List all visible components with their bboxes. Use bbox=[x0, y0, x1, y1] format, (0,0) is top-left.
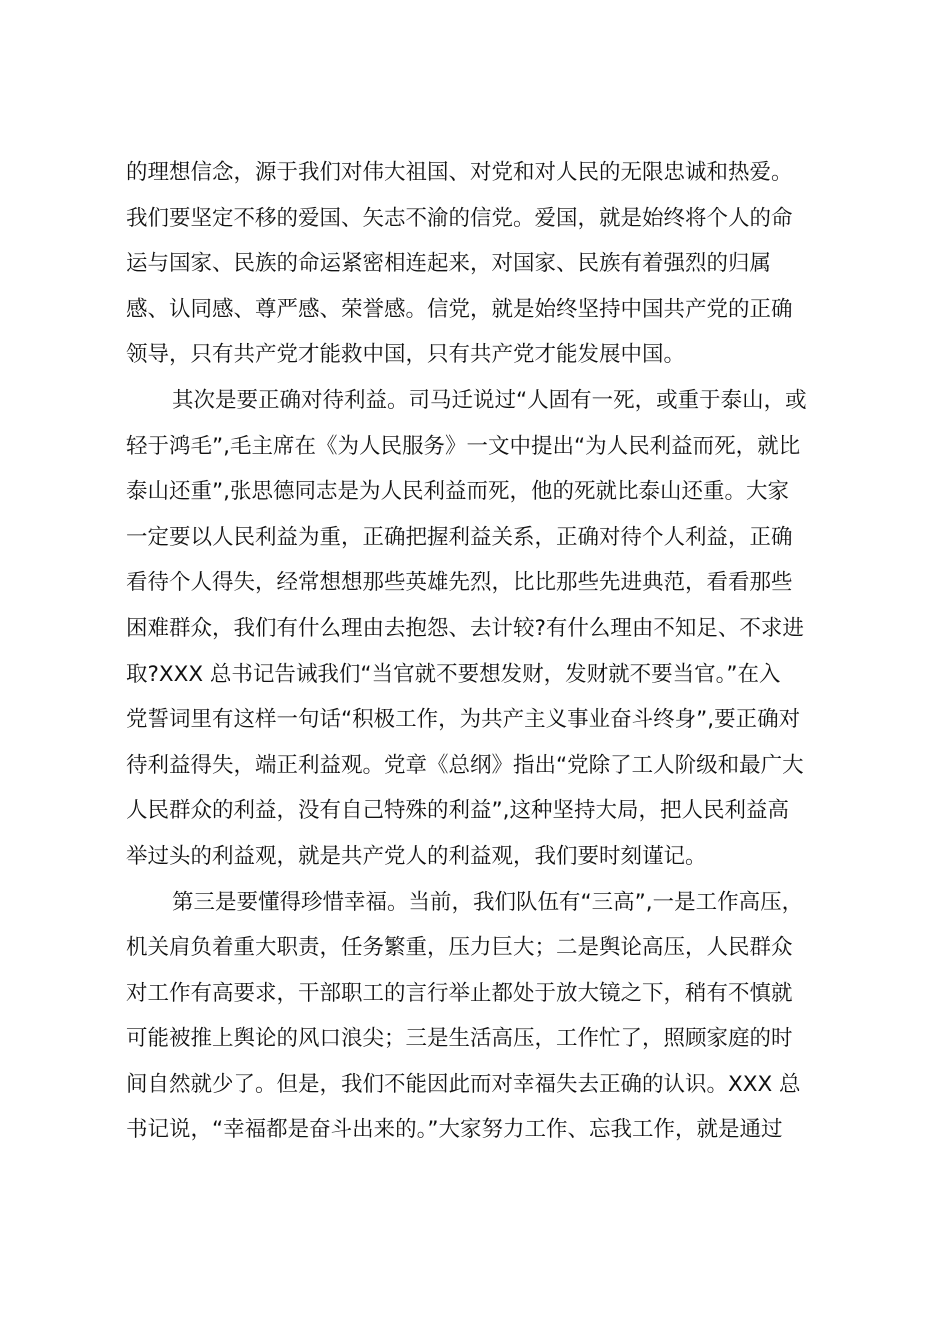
body-text bbox=[126, 150, 838, 1153]
text-line: 的理想信念，源于我们对伟大祖国、对党和对人民的无限忠诚和热爱。 bbox=[126, 160, 793, 185]
text-line: 一定要以人民利益为重，正确把握利益关系，正确对待个人利益，正确 bbox=[126, 524, 793, 550]
text-line: 可能被推上舆论的风口浪尖；三是生活高压，工作忙了，照顾家庭的时 bbox=[126, 1026, 793, 1052]
text-line: 轻于鸿毛”,毛主席在《为人民服务》一文中提出“为人民利益而死，就比 bbox=[126, 433, 801, 459]
text-line: 我们要坚定不移的爱国、矢志不渝的信党。爱国，就是始终将个人的命 bbox=[126, 205, 793, 231]
text-line: 间自然就少了。但是，我们不能因此而对幸福失去正确的认识。XXX 总 bbox=[126, 1071, 801, 1097]
text-line: 取?XXX 总书记告诫我们“当官就不要想发财，发财就不要当官。”在入 bbox=[126, 661, 781, 687]
paragraph-first-line: 第三是要懂得珍惜幸福。当前，我们队伍有“三高”,一是工作高压， bbox=[172, 889, 804, 915]
text-line: 感、认同感、尊严感、荣誉感。信党，就是始终坚持中国共产党的正确 bbox=[126, 296, 793, 322]
text-line: 看待个人得失，经常想想那些英雄先烈，比比那些先进典范，看看那些 bbox=[126, 570, 793, 596]
text-line: 党誓词里有这样一句话“积极工作，为共产主义事业奋斗终身”,要正确对 bbox=[126, 707, 801, 733]
text-line: 泰山还重”,张思德同志是为人民利益而死，他的死就比泰山还重。大家 bbox=[126, 479, 789, 505]
paragraph-first-line: 其次是要正确对待利益。司马迁说过“人固有一死，或重于泰山，或 bbox=[172, 387, 807, 413]
text-line: 待利益得失，端正利益观。党章《总纲》指出“党除了工人阶级和最广大 bbox=[126, 752, 804, 778]
text-line: 书记说，“幸福都是奋斗出来的。”大家努力工作、忘我工作，就是通过 bbox=[126, 1117, 783, 1143]
text-line: 举过头的利益观，就是共产党人的利益观，我们要时刻谨记。 bbox=[126, 843, 707, 869]
text-line: 机关肩负着重大职责，任务繁重，压力巨大；二是舆论高压，人民群众 bbox=[126, 935, 793, 961]
text-line: 对工作有高要求，干部职工的言行举止都处于放大镜之下，稍有不慎就 bbox=[126, 980, 793, 1006]
text-line: 领导，只有共产党才能救中国，只有共产党才能发展中国。 bbox=[126, 342, 686, 368]
text-line: 人民群众的利益，没有自己特殊的利益”,这种坚持大局，把人民利益高 bbox=[126, 798, 789, 824]
text-line: 困难群众，我们有什么理由去抱怨、去计较?有什么理由不知足、不求进 bbox=[126, 615, 804, 641]
text-line: 运与国家、民族的命运紧密相连起来，对国家、民族有着强烈的归属 bbox=[126, 251, 772, 277]
